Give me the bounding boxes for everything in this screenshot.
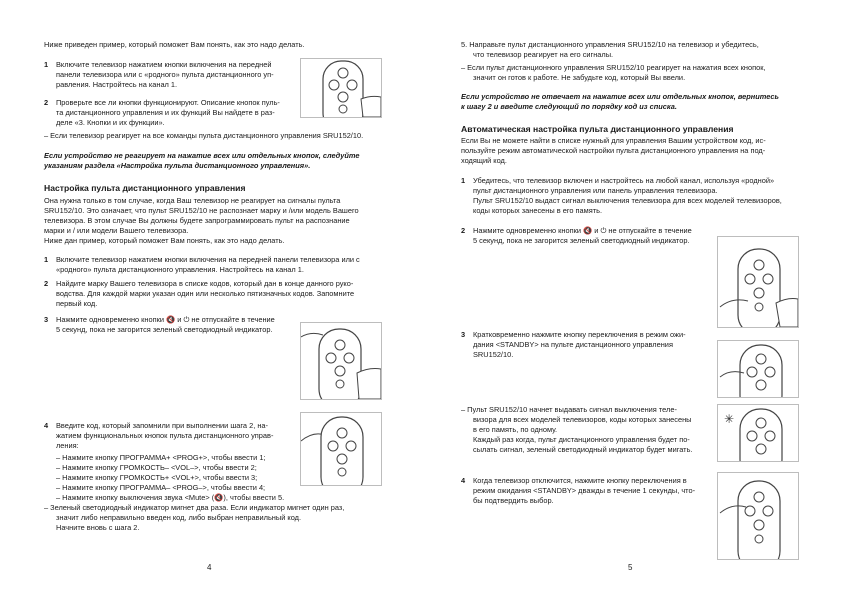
line: Включите телевизор нажатием кнопки включения на передней панели телевизора или с <box>56 255 360 264</box>
step-number: 2 <box>461 226 466 235</box>
line: Она нужна только в том случае, когда Ваш телевизор не реагирует на сигналы пульта <box>44 196 341 205</box>
step-5 <box>461 40 801 60</box>
list-item: – Нажмите кнопку ГРОМКОСТЬ+ <VOL+>, чтобы ввести 3; <box>56 473 258 482</box>
step-number: 1 <box>461 176 466 185</box>
line: равления. Настройтесь на канал 1. <box>56 80 178 89</box>
line: бы подтвердить выбор. <box>473 496 554 505</box>
line: марки и / или модели Вашего телевизора. <box>44 226 189 235</box>
remote-illustration <box>717 340 799 398</box>
step-number: 3 <box>461 330 466 339</box>
list-item: – Нажмите кнопку выключения звука <Mute> (🔇), чтобы ввести 5. <box>56 493 285 502</box>
line: Начните вновь с шага 2. <box>56 523 140 532</box>
step-number: 4 <box>461 476 466 485</box>
remote-control-icon <box>718 405 798 461</box>
line: ходящий код. <box>461 156 507 165</box>
line: пользуйте режим автоматической настройки пульта дистанционного управления на под- <box>461 146 766 155</box>
step-text <box>473 226 713 246</box>
line: Проверьте все ли кнопки функционируют. Описание кнопок пуль- <box>56 98 280 107</box>
line: Нажмите одновременно кнопки 🔇 и ⏻ не отпускайте в течение <box>56 315 275 324</box>
line: жатием функциональных кнопок пульта дистанционного управ- <box>56 431 274 440</box>
remote-illustration <box>717 472 799 560</box>
line: та дистанционного управления и их функций Вы найдете в раз- <box>56 108 275 117</box>
line: водства. Для каждой марки указан один или несколько пятизначных кодов. Запомните <box>56 289 355 298</box>
line: 5. Направьте пульт дистанционного управления SRU152/10 на телевизор и убедитесь, <box>461 40 759 49</box>
line: Если устройство не реагирует на нажатие всех или отдельных кнопок, следуйте <box>44 151 360 160</box>
step-text <box>56 98 300 128</box>
sub-list <box>56 453 386 503</box>
note-5 <box>461 63 801 83</box>
list-item: – Нажмите кнопку ПРОГРАММА– <PROG–>, чтобы ввести 4; <box>56 483 266 492</box>
line: – Зеленый светодиодный индикатор мигнет два раза. Если индикатор мигнет один раз, <box>44 503 345 512</box>
dash-note <box>461 405 721 455</box>
line: Каждый раз когда, пульт дистанционного управления будет по- <box>473 435 690 444</box>
step-number: 3 <box>44 315 49 324</box>
step-text <box>56 279 386 309</box>
line: указаниям раздела «Настройка пульта дистанционного управления». <box>44 161 311 170</box>
remote-illustration <box>717 404 799 462</box>
line: коды которых занесены в его память. <box>473 206 603 215</box>
remote-illustration <box>300 58 382 118</box>
remote-control-icon <box>718 473 798 559</box>
line: – Если пульт дистанционного управления SRU152/10 реагирует на нажатия всех кнопок, <box>461 63 766 72</box>
line: 5 секунд, пока не загорится зеленый светодиодный индикатор. <box>473 236 690 245</box>
line: панели телевизора или с «родного» пульта дистанционного уп- <box>56 70 274 79</box>
step-text <box>473 176 803 216</box>
step-text <box>56 421 296 451</box>
page-number: 5 <box>628 563 633 572</box>
line: что телевизор реагирует на его сигналы. <box>473 50 614 59</box>
line: сылать сигнал, зеленый светодиодный индикатор будет мигать. <box>473 445 693 454</box>
line: Введите код, который запомнили при выполнении шага 2, на- <box>56 421 268 430</box>
line: значит он готов к работе. Не забудьте код, который Вы ввели. <box>473 73 686 82</box>
remote-illustration <box>717 236 799 328</box>
step-number: 2 <box>44 98 49 107</box>
step-text <box>473 330 713 360</box>
section-paragraph <box>44 196 384 246</box>
remote-control-icon <box>718 237 798 327</box>
step-number: 1 <box>44 60 49 69</box>
line: режим ожидания <STANDBY> дважды в течение 1 секунды, что- <box>473 486 696 495</box>
remote-illustration <box>300 322 382 400</box>
line: 5 секунд, пока не загорится зеленый светодиодный индикатор. <box>56 325 273 334</box>
step-text <box>56 315 296 335</box>
step-number: 1 <box>44 255 49 264</box>
page-number: 4 <box>207 563 212 572</box>
list-item: – Нажмите кнопку ГРОМКОСТЬ– <VOL–>, чтобы ввести 2; <box>56 463 257 472</box>
line: Если Вы не можете найти в списке нужный для управления Вашим устройством код, ис- <box>461 136 766 145</box>
line: первый код. <box>56 299 98 308</box>
line: ления: <box>56 441 79 450</box>
line: «родного» пульта дистанционного управления. Настройтесь на канал 1. <box>56 265 304 274</box>
line: SRU152/10. <box>473 350 514 359</box>
line: Нажмите одновременно кнопки 🔇 и ⏻ не отпускайте в течение <box>473 226 692 235</box>
step-text <box>56 255 386 275</box>
step-number: 4 <box>44 421 49 430</box>
list-item: – Нажмите кнопку ПРОГРАММА+ <PROG+>, чтобы ввести 1; <box>56 453 266 462</box>
line: дания <STANDBY> на пульте дистанционного управления <box>473 340 673 349</box>
step-text <box>56 60 300 90</box>
warning-text <box>461 92 801 112</box>
line: – Пульт SRU152/10 начнет выдавать сигнал выключения теле- <box>461 405 677 414</box>
line: значит либо неправильно введен код, либо выбран неправильный код. <box>56 513 302 522</box>
remote-control-icon <box>301 59 381 117</box>
step-number: 2 <box>44 279 49 288</box>
svg-text:✳: ✳ <box>724 412 735 426</box>
remote-control-icon <box>718 341 798 397</box>
line: Кратковременно нажмите кнопку переключения в режим ожи- <box>473 330 686 339</box>
line: в его память, по одному. <box>473 425 558 434</box>
line: Убедитесь, что телевизор включен и настройтесь на любой канал, используя «родной» <box>473 176 775 185</box>
remote-control-icon <box>301 323 381 399</box>
line: телевизора. В этом случае Вы должны будете запрограммировать пульт на распознание <box>44 216 350 225</box>
intro-text: Ниже приведен пример, который поможет Вам понять, как это надо делать. <box>44 40 305 49</box>
section-paragraph <box>461 136 801 166</box>
section-heading: Настройка пульта дистанционного управления <box>44 183 246 193</box>
line: Если устройство не отвечает на нажатие всех или отдельных кнопок, вернитесь <box>461 92 779 101</box>
line: Ниже дан пример, который поможет Вам понять, как это надо делать. <box>44 236 285 245</box>
line: визора для всех моделей телевизоров, коды которых занесены <box>473 415 692 424</box>
line: пульт дистанционного управления или панель управления телевизора. <box>473 186 718 195</box>
step-text <box>473 476 713 506</box>
line: Найдите марку Вашего телевизора в списке кодов, который дан в конце данного руко- <box>56 279 354 288</box>
line: SRU152/10. Это означает, что пульт SRU152/10 не распознает марку и /или модель Вашего <box>44 206 359 215</box>
warning-text <box>44 151 359 171</box>
section-heading: Автоматическая настройка пульта дистанционного управления <box>461 124 734 134</box>
line: к шагу 2 и введите следующий по порядку код из списка. <box>461 102 677 111</box>
line: Пульт SRU152/10 выдаст сигнал выключения телевизора для всех моделей телевизоров, <box>473 196 782 205</box>
line: деле «3. Кнопки и их функции». <box>56 118 165 127</box>
note-text: – Если телевизор реагирует на все команды пульта дистанционного управления SRU152/10. <box>44 131 364 140</box>
page-5 <box>421 0 842 595</box>
line: Когда телевизор отключится, нажмите кнопку переключения в <box>473 476 687 485</box>
final-note <box>44 503 384 533</box>
line: Включите телевизор нажатием кнопки включения на передней <box>56 60 272 69</box>
